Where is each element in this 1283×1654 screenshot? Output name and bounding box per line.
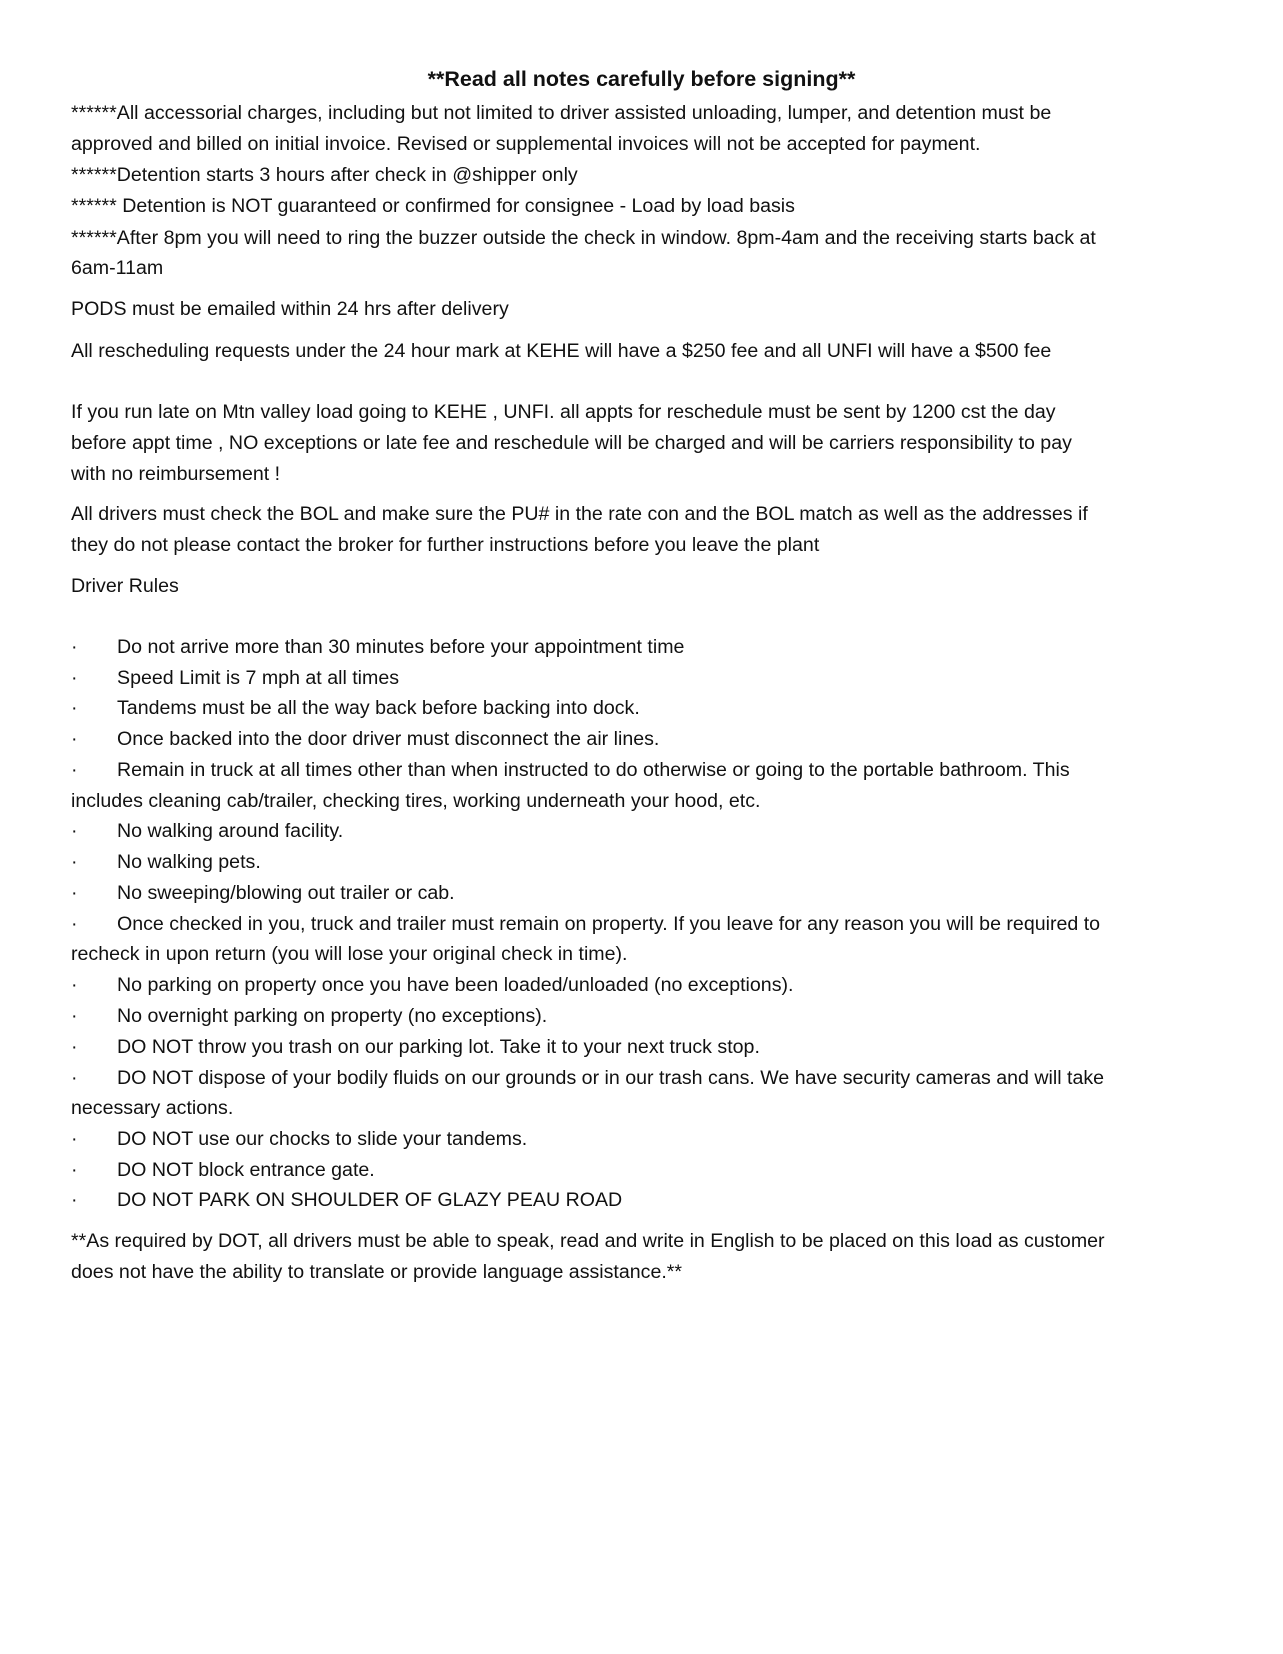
bullet-icon: · <box>71 1005 78 1027</box>
rule-continuation: includes cleaning cab/trailer, checking tires, working underneath your hood, etc. <box>71 790 761 812</box>
rule-item <box>71 908 1241 940</box>
reschedule-fee-note: All rescheduling requests under the 24 hour mark at KEHE will have a $250 fee and all UNFI will have a $500 fee <box>71 340 1052 362</box>
bullet-icon: · <box>71 759 78 781</box>
rule-text: Do not arrive more than 30 minutes before your appointment time <box>117 636 685 658</box>
after-hours-note-line-2: 6am-11am <box>71 257 164 279</box>
bol-note-line-1: All drivers must check the BOL and make sure the PU# in the rate con and the BOL match as well as the addresses if <box>71 503 1088 525</box>
bullet-icon: · <box>71 667 78 689</box>
bullet-icon: · <box>71 728 78 750</box>
rule-text: Speed Limit is 7 mph at all times <box>117 667 400 689</box>
rule-text: No sweeping/blowing out trailer or cab. <box>117 882 455 904</box>
bullet-icon: · <box>71 697 78 719</box>
bullet-icon: · <box>71 974 78 996</box>
bullet-icon: · <box>71 1128 78 1150</box>
rule-item <box>71 815 1241 847</box>
bullet-icon: · <box>71 636 78 658</box>
rule-item <box>71 631 1241 663</box>
rule-text: Once backed into the door driver must disconnect the air lines. <box>117 728 660 750</box>
pods-note: PODS must be emailed within 24 hrs after delivery <box>71 298 509 320</box>
bullet-icon: · <box>71 913 78 935</box>
bullet-icon: · <box>71 1036 78 1058</box>
detention-shipper-note: ******Detention starts 3 hours after check in @shipper only <box>71 164 578 186</box>
accessorial-note-line-2: approved and billed on initial invoice. Revised or supplemental invoices will not be accepted for payment. <box>71 133 981 155</box>
rule-item <box>71 1031 1241 1063</box>
rule-continuation: necessary actions. <box>71 1097 234 1119</box>
rule-item <box>71 723 1241 755</box>
bullet-icon: · <box>71 1159 78 1181</box>
rule-item <box>71 1000 1241 1032</box>
rule-item <box>71 692 1241 724</box>
driver-rules-heading: Driver Rules <box>71 575 179 597</box>
dot-note-line-1: **As required by DOT, all drivers must be able to speak, read and write in English to be placed on this load as customer <box>71 1230 1105 1252</box>
rule-item <box>71 1154 1241 1186</box>
rule-text: Remain in truck at all times other than when instructed to do otherwise or going to the portable bathroom. This <box>117 759 1070 781</box>
rule-text: No walking pets. <box>117 851 261 873</box>
rule-item <box>71 1123 1241 1155</box>
page-title: **Read all notes carefully before signing** <box>427 67 856 91</box>
rule-item <box>71 754 1241 786</box>
rule-item <box>71 846 1241 878</box>
rule-text: No walking around facility. <box>117 820 344 842</box>
late-note-line-3: with no reimbursement ! <box>71 463 281 485</box>
rule-text: No parking on property once you have been loaded/unloaded (no exceptions). <box>117 974 794 996</box>
bullet-icon: · <box>71 882 78 904</box>
bol-note-line-2: they do not please contact the broker for further instructions before you leave the plant <box>71 534 820 556</box>
rule-text: Tandems must be all the way back before backing into dock. <box>117 697 640 719</box>
rule-text: No overnight parking on property (no exceptions). <box>117 1005 548 1027</box>
dot-note-line-2: does not have the ability to translate or provide language assistance.** <box>71 1261 683 1283</box>
rule-item <box>71 969 1241 1001</box>
rule-text: DO NOT dispose of your bodily fluids on our grounds or in our trash cans. We have security cameras and will take <box>117 1067 1105 1089</box>
rule-item <box>71 1184 1241 1216</box>
rule-continuation: recheck in upon return (you will lose your original check in time). <box>71 943 628 965</box>
accessorial-note-line-1: ******All accessorial charges, including but not limited to driver assisted unloading, lumper, and detention must be <box>71 102 1052 124</box>
late-note-line-2: before appt time , NO exceptions or late fee and reschedule will be charged and will be carriers responsibility to pay <box>71 432 1072 454</box>
rule-item <box>71 877 1241 909</box>
rule-text: DO NOT use our chocks to slide your tandems. <box>117 1128 528 1150</box>
rule-item <box>71 1062 1241 1094</box>
bullet-icon: · <box>71 820 78 842</box>
rule-text: DO NOT PARK ON SHOULDER OF GLAZY PEAU ROAD <box>117 1189 623 1211</box>
bullet-icon: · <box>71 1189 78 1211</box>
rule-text: DO NOT block entrance gate. <box>117 1159 375 1181</box>
rule-text: Once checked in you, truck and trailer must remain on property. If you leave for any reason you will be required to <box>117 913 1101 935</box>
late-note-line-1: If you run late on Mtn valley load going to KEHE , UNFI. all appts for reschedule must be sent by 1200 cst the day <box>71 401 1056 423</box>
bullet-icon: · <box>71 1067 78 1089</box>
rule-text: DO NOT throw you trash on our parking lot. Take it to your next truck stop. <box>117 1036 760 1058</box>
bullet-icon: · <box>71 851 78 873</box>
detention-consignee-note: ****** Detention is NOT guaranteed or confirmed for consignee - Load by load basis <box>71 195 795 217</box>
rule-item <box>71 662 1241 694</box>
after-hours-note-line-1: ******After 8pm you will need to ring the buzzer outside the check in window. 8pm-4am and the receiving starts back at <box>71 227 1096 249</box>
